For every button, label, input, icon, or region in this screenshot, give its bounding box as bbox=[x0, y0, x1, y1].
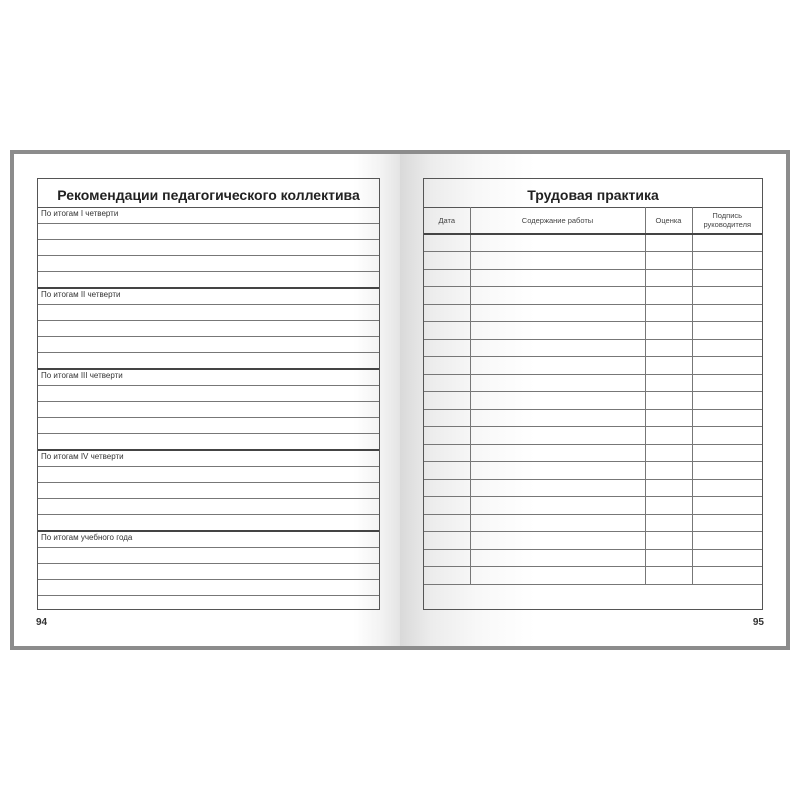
writing-line bbox=[38, 498, 379, 499]
writing-line bbox=[38, 336, 379, 337]
table-cell[interactable] bbox=[470, 304, 645, 322]
table-cell[interactable] bbox=[470, 322, 645, 340]
writing-line bbox=[38, 239, 379, 240]
table-cell[interactable] bbox=[470, 287, 645, 305]
table-cell[interactable] bbox=[645, 392, 692, 410]
table-cell[interactable] bbox=[470, 427, 645, 445]
table-cell[interactable] bbox=[424, 234, 470, 252]
writing-line bbox=[38, 223, 379, 224]
table-cell[interactable] bbox=[424, 549, 470, 567]
table-cell[interactable] bbox=[692, 497, 762, 515]
table-cell[interactable] bbox=[645, 339, 692, 357]
writing-line bbox=[38, 255, 379, 256]
table-cell[interactable] bbox=[470, 392, 645, 410]
table-cell[interactable] bbox=[645, 462, 692, 480]
page-number-right: 95 bbox=[752, 617, 764, 628]
table-cell[interactable] bbox=[645, 287, 692, 305]
table-cell[interactable] bbox=[424, 322, 470, 340]
table-row bbox=[424, 357, 762, 375]
table-row bbox=[424, 304, 762, 322]
table-cell[interactable] bbox=[692, 234, 762, 252]
writing-line bbox=[38, 417, 379, 418]
table-cell[interactable] bbox=[470, 252, 645, 270]
table-row bbox=[424, 462, 762, 480]
writing-line bbox=[38, 466, 379, 467]
table-cell[interactable] bbox=[424, 339, 470, 357]
table-cell[interactable] bbox=[692, 322, 762, 340]
writing-line bbox=[38, 320, 379, 321]
table-cell[interactable] bbox=[470, 374, 645, 392]
table-cell[interactable] bbox=[645, 549, 692, 567]
writing-line bbox=[38, 304, 379, 305]
table-row bbox=[424, 322, 762, 340]
table-cell[interactable] bbox=[692, 444, 762, 462]
section-label: По итогам II четверти bbox=[41, 290, 121, 299]
table-cell[interactable] bbox=[424, 462, 470, 480]
table-cell[interactable] bbox=[645, 304, 692, 322]
table-cell[interactable] bbox=[692, 479, 762, 497]
writing-line bbox=[38, 433, 379, 434]
table-cell[interactable] bbox=[692, 567, 762, 585]
table-cell[interactable] bbox=[692, 357, 762, 375]
table-cell[interactable] bbox=[424, 392, 470, 410]
table-row bbox=[424, 549, 762, 567]
table-cell[interactable] bbox=[692, 392, 762, 410]
table-cell[interactable] bbox=[645, 567, 692, 585]
column-header-work-content: Содержание работы bbox=[470, 207, 645, 234]
table-cell[interactable] bbox=[645, 252, 692, 270]
table-cell[interactable] bbox=[470, 462, 645, 480]
table-cell[interactable] bbox=[692, 427, 762, 445]
column-header-supervisor-signature: Подпись руководителя bbox=[692, 207, 762, 234]
table-cell[interactable] bbox=[424, 514, 470, 532]
writing-line bbox=[38, 271, 379, 272]
writing-line bbox=[38, 352, 379, 353]
table-cell[interactable] bbox=[424, 479, 470, 497]
table-row bbox=[424, 374, 762, 392]
section-quarter-2 bbox=[38, 288, 379, 369]
table-row bbox=[424, 409, 762, 427]
table-cell[interactable] bbox=[424, 269, 470, 287]
table-cell[interactable] bbox=[645, 374, 692, 392]
left-page bbox=[14, 154, 400, 646]
table-cell[interactable] bbox=[692, 339, 762, 357]
table-cell[interactable] bbox=[470, 532, 645, 550]
table-cell[interactable] bbox=[470, 357, 645, 375]
writing-line bbox=[38, 595, 379, 596]
table-cell[interactable] bbox=[645, 234, 692, 252]
table-cell[interactable] bbox=[692, 514, 762, 532]
table-row bbox=[424, 392, 762, 410]
table-cell[interactable] bbox=[424, 252, 470, 270]
table-cell[interactable] bbox=[470, 514, 645, 532]
table-cell[interactable] bbox=[424, 374, 470, 392]
table-cell[interactable] bbox=[692, 374, 762, 392]
table-cell[interactable] bbox=[424, 427, 470, 445]
table-cell[interactable] bbox=[424, 304, 470, 322]
table-cell[interactable] bbox=[424, 497, 470, 515]
table-cell[interactable] bbox=[692, 304, 762, 322]
table-cell[interactable] bbox=[692, 252, 762, 270]
table-cell[interactable] bbox=[645, 357, 692, 375]
work-practice-box bbox=[423, 178, 763, 610]
table-cell[interactable] bbox=[470, 444, 645, 462]
open-diary-book bbox=[10, 150, 790, 650]
table-cell[interactable] bbox=[645, 427, 692, 445]
writing-line bbox=[38, 563, 379, 564]
section-label: По итогам III четверти bbox=[41, 371, 123, 380]
section-label: По итогам I четверти bbox=[41, 209, 119, 218]
table-row bbox=[424, 287, 762, 305]
writing-line bbox=[38, 514, 379, 515]
table-cell[interactable] bbox=[424, 532, 470, 550]
table-row bbox=[424, 514, 762, 532]
section-label: По итогам IV четверти bbox=[41, 452, 124, 461]
table-cell[interactable] bbox=[470, 479, 645, 497]
table-cell[interactable] bbox=[692, 549, 762, 567]
writing-line bbox=[38, 547, 379, 548]
table-cell[interactable] bbox=[692, 269, 762, 287]
table-cell[interactable] bbox=[645, 444, 692, 462]
table-cell[interactable] bbox=[470, 409, 645, 427]
table-cell[interactable] bbox=[470, 234, 645, 252]
recommendations-title: Рекомендации педагогического коллектива bbox=[57, 187, 360, 203]
table-cell[interactable] bbox=[470, 567, 645, 585]
page-number-left: 94 bbox=[36, 617, 48, 628]
table-cell[interactable] bbox=[692, 532, 762, 550]
writing-line bbox=[38, 401, 379, 402]
section-quarter-4 bbox=[38, 450, 379, 531]
table-cell[interactable] bbox=[645, 322, 692, 340]
table-row bbox=[424, 427, 762, 445]
table-row bbox=[424, 567, 762, 585]
section-quarter-3 bbox=[38, 369, 379, 450]
section-school-year bbox=[38, 531, 379, 610]
section-label: По итогам учебного года bbox=[41, 533, 133, 542]
table-row bbox=[424, 339, 762, 357]
table-cell[interactable] bbox=[645, 479, 692, 497]
table-row bbox=[424, 252, 762, 270]
table-cell[interactable] bbox=[424, 567, 470, 585]
table-row bbox=[424, 269, 762, 287]
recommendations-box bbox=[37, 178, 380, 610]
table-cell[interactable] bbox=[470, 269, 645, 287]
table-row bbox=[424, 444, 762, 462]
table-cell[interactable] bbox=[692, 462, 762, 480]
column-header-grade: Оценка bbox=[645, 207, 692, 234]
table-cell[interactable] bbox=[692, 409, 762, 427]
table-cell[interactable] bbox=[424, 357, 470, 375]
column-header-date: Дата bbox=[424, 207, 470, 234]
table-cell[interactable] bbox=[470, 549, 645, 567]
table-cell[interactable] bbox=[424, 409, 470, 427]
table-row bbox=[424, 479, 762, 497]
table-cell[interactable] bbox=[470, 497, 645, 515]
table-cell[interactable] bbox=[645, 269, 692, 287]
writing-line bbox=[38, 579, 379, 580]
right-page bbox=[400, 154, 786, 646]
table-cell[interactable] bbox=[645, 514, 692, 532]
table-row bbox=[424, 497, 762, 515]
table-row bbox=[424, 532, 762, 550]
table-row bbox=[424, 234, 762, 252]
work-practice-table bbox=[424, 207, 762, 585]
writing-line bbox=[38, 482, 379, 483]
table-body bbox=[424, 234, 762, 584]
table-cell[interactable] bbox=[645, 532, 692, 550]
work-practice-title: Трудовая практика bbox=[527, 187, 659, 203]
table-cell[interactable] bbox=[424, 287, 470, 305]
section-quarter-1 bbox=[38, 207, 379, 288]
writing-line bbox=[38, 385, 379, 386]
table-cell[interactable] bbox=[645, 497, 692, 515]
table-cell[interactable] bbox=[645, 409, 692, 427]
table-cell[interactable] bbox=[424, 444, 470, 462]
table-cell[interactable] bbox=[692, 287, 762, 305]
table-header-row bbox=[424, 207, 762, 234]
table-cell[interactable] bbox=[470, 339, 645, 357]
